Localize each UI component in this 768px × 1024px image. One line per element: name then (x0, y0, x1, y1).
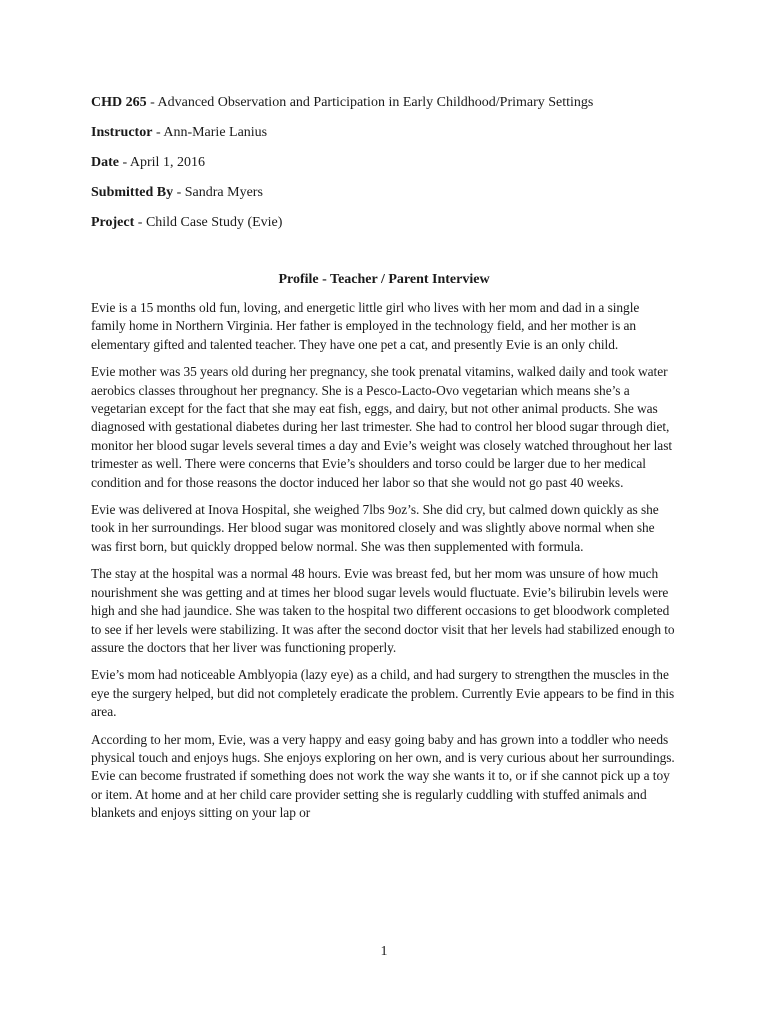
body-text (91, 299, 677, 832)
paragraph: Evie was delivered at Inova Hospital, she weighed 7lbs 9oz’s. She did cry, but calmed down quickly as she took in her surroundings. Her blood sugar was monitored closely and was slightly above normal when she was first born, but quickly dropped below normal. She was then supplemented with formula. (91, 502, 659, 554)
section-title: Profile - Teacher / Parent Interview (278, 272, 490, 287)
date-separator: - (119, 155, 130, 170)
instructor-separator: - (152, 125, 164, 140)
project-line (91, 213, 691, 233)
project-label: Project (91, 215, 135, 230)
course-code: CHD 265 (91, 95, 147, 110)
instructor-label: Instructor (91, 125, 153, 140)
paragraph: Evie mother was 35 years old during her pregnancy, she took prenatal vitamins, walked daily and took water aerobics classes throughout her pregnancy. She is a Pesco-Lacto-Ovo vegetarian which means she’s a vegetarian except for the fact that she may eat fish, eggs, and dairy, but not other animal products. She was diagnosed with gestational diabetes during her last trimester. She had to control her blood sugar through diet, monitor her blood sugar levels several times a day and Evie’s weight was closely watched throughout her last trimester as well. There were concerns that Evie’s shoulders and torso could be larger due to her medical condition and for those reasons the doctor induced her labor so that she would not go past 40 weeks. (91, 364, 673, 490)
date-label: Date (91, 155, 119, 170)
instructor-line (91, 123, 691, 143)
project-separator: - (134, 215, 146, 230)
submitted-by-name: Sandra Myers (184, 185, 263, 200)
date-line (91, 153, 691, 173)
paragraph: According to her mom, Evie, was a very happy and easy going baby and has grown into a toddler who needs physical touch and enjoys hugs. She enjoys exploring on her own, and is very curious about her surroundings. Evie can become frustrated if something does not work the way she wants it to, or if she cannot pick up a toy or item. At home and at her child care provider setting she is regularly cuddling with stuffed animals and blankets and enjoys sitting on your lap or (91, 731, 675, 821)
instructor-name: Ann-Marie Lanius (163, 125, 268, 140)
document-header (91, 93, 691, 243)
course-line (91, 93, 691, 113)
project-title: Child Case Study (Evie) (145, 215, 283, 230)
page-number: 1 (380, 944, 388, 959)
paragraph: Evie’s mom had noticeable Amblyopia (lazy eye) as a child, and had surgery to strengthen the muscles in the eye the surgery helped, but did not completely eradicate the problem. Currently Evie appears to be find in this area. (91, 667, 675, 720)
paragraph: The stay at the hospital was a normal 48 hours. Evie was breast fed, but her mom was unsure of how much nourishment she was getting and at times her blood sugar levels would fluctuate. Evie’s bilirubin levels were high and she had jaundice. She was taken to the hospital two different occasions to get bloodwork completed to see if her levels were stabilizing. It was after the second doctor visit that her levels had stabilized enough to assure the doctors that her liver was functioning properly. (91, 566, 675, 655)
submitted-by-label: Submitted By (91, 185, 174, 200)
paragraph: Evie is a 15 months old fun, loving, and energetic little girl who lives with her mom and dad in a single family home in Northern Virginia. Her father is employed in the technology field, and her mother is an elementary gifted and talented teacher. They have one pet a cat, and presently Evie is an only child. (91, 300, 640, 352)
submitted-by-line (91, 183, 691, 203)
course-separator: - (146, 95, 158, 110)
submitted-by-separator: - (173, 185, 185, 200)
date-value: April 1, 2016 (129, 155, 205, 170)
course-title: Advanced Observation and Participation in Early Childhood/Primary Settings (157, 95, 594, 110)
